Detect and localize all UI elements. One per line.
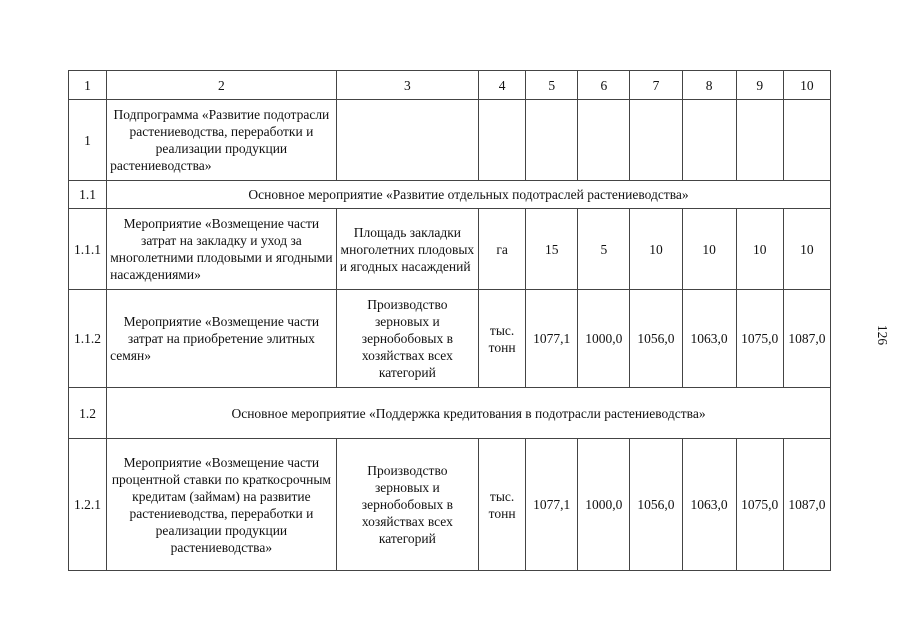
table-row [69, 290, 831, 388]
header-cell: 6 [578, 71, 630, 100]
header-cell: 9 [736, 71, 783, 100]
row-number: 1.1 [69, 181, 107, 209]
table-row [69, 100, 831, 181]
row-unit: тыс. тонн [479, 439, 526, 571]
table-row [69, 209, 831, 290]
header-cell: 1 [69, 71, 107, 100]
header-cell: 4 [479, 71, 526, 100]
row-name: Мероприятие «Возмещение части процентной ставки по краткосрочным кредитам (займам) на развитие растениеводства, переработки и реализации продукции растениеводства» [107, 439, 337, 571]
section-row [69, 388, 831, 439]
section-row [69, 181, 831, 209]
indicators-table [68, 70, 831, 571]
value-cell: 1077,1 [526, 290, 578, 388]
header-cell: 3 [336, 71, 478, 100]
row-unit: га [479, 209, 526, 290]
empty-cell [578, 100, 630, 181]
empty-cell [682, 100, 736, 181]
empty-cell [630, 100, 682, 181]
row-name: Мероприятие «Возмещение части затрат на приобретение элитных семян» [107, 290, 337, 388]
header-cell: 7 [630, 71, 682, 100]
empty-cell [526, 100, 578, 181]
row-number: 1.1.1 [69, 209, 107, 290]
section-title: Основное мероприятие «Развитие отдельных подотраслей растениеводства» [107, 181, 831, 209]
row-number: 1.2 [69, 388, 107, 439]
empty-cell [736, 100, 783, 181]
value-cell: 1056,0 [630, 290, 682, 388]
header-cell: 5 [526, 71, 578, 100]
value-cell: 1087,0 [783, 439, 830, 571]
header-cell: 10 [783, 71, 830, 100]
row-number: 1.1.2 [69, 290, 107, 388]
header-cell: 8 [682, 71, 736, 100]
page-number: 126 [875, 324, 891, 346]
table-row [69, 439, 831, 571]
row-unit: тыс. тонн [479, 290, 526, 388]
empty-cell [336, 100, 478, 181]
value-cell: 5 [578, 209, 630, 290]
value-cell: 1056,0 [630, 439, 682, 571]
value-cell: 10 [630, 209, 682, 290]
row-indicator: Производство зерновых и зернобобовых в хозяйствах всех категорий [336, 290, 478, 388]
section-title: Основное мероприятие «Поддержка кредитования в подотрасли растениеводства» [107, 388, 831, 439]
value-cell: 1000,0 [578, 439, 630, 571]
row-name: Мероприятие «Возмещение части затрат на закладку и уход за многолетними плодовыми и ягодными насаждениями» [107, 209, 337, 290]
row-indicator: Производство зерновых и зернобобовых в хозяйствах всех категорий [336, 439, 478, 571]
empty-cell [783, 100, 830, 181]
value-cell: 1075,0 [736, 439, 783, 571]
value-cell: 15 [526, 209, 578, 290]
row-name: Подпрограмма «Развитие подотрасли растениеводства, переработки и реализации продукции растениеводства» [107, 100, 337, 181]
value-cell: 10 [682, 209, 736, 290]
value-cell: 1087,0 [783, 290, 830, 388]
empty-cell [479, 100, 526, 181]
value-cell: 1000,0 [578, 290, 630, 388]
value-cell: 1077,1 [526, 439, 578, 571]
header-row [69, 71, 831, 100]
row-number: 1 [69, 100, 107, 181]
value-cell: 10 [736, 209, 783, 290]
value-cell: 1063,0 [682, 439, 736, 571]
row-number: 1.2.1 [69, 439, 107, 571]
header-cell: 2 [107, 71, 337, 100]
value-cell: 1063,0 [682, 290, 736, 388]
value-cell: 10 [783, 209, 830, 290]
value-cell: 1075,0 [736, 290, 783, 388]
row-indicator: Площадь закладки многолетних плодовых и ягодных насаждений [336, 209, 478, 290]
